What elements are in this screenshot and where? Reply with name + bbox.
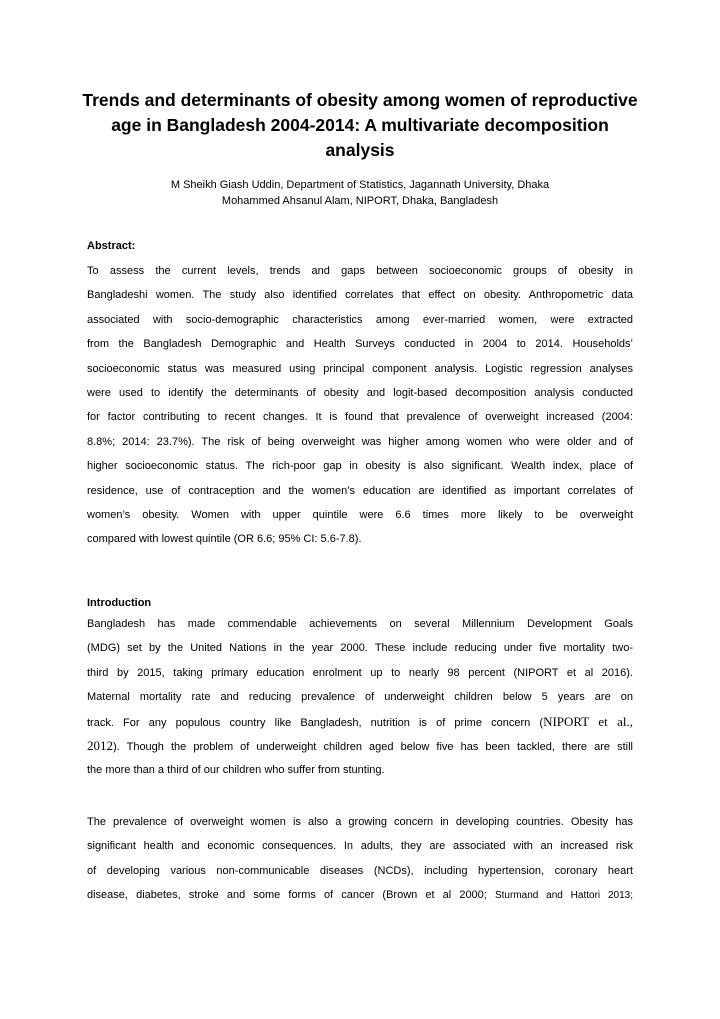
abstract-line: 8.8%; 2014: 23.7%). The risk of being overweight was higher among women who were older and of [87, 435, 633, 448]
intro-paragraph-2 [87, 810, 633, 908]
para2-line: of developing various non-communicable diseases (NCDs), including hypertension, coronary heart [87, 864, 633, 877]
abstract-line: residence, use of contraception and the women’s education are identified as important correlates of [87, 484, 633, 497]
abstract-line: from the Bangladesh Demographic and Health Surveys conducted in 2004 to 2014. Households’ [87, 338, 633, 351]
abstract-line: Bangladeshi women. The study also identified correlates that effect on obesity. Anthropometric data [87, 289, 633, 302]
author-line-1: M Sheikh Giash Uddin, Department of Statistics, Jagannath University, Dhaka [170, 179, 550, 191]
para2-citation: Sturmand and Hattori 2013; [494, 890, 633, 902]
para2-line-text: disease, diabetes, stroke and some forms of cancer (Brown et al 2000; [87, 889, 495, 902]
abstract-line: were used to identify the determinants of obesity and logit-based decomposition analysis conducted [87, 386, 633, 399]
intro-line [87, 710, 633, 734]
intro-line: Bangladesh has made commendable achievements on several Millennium Development Goals [87, 618, 633, 630]
abstract-line: compared with lowest quintile (OR 6.6; 95% CI: 5.6-7.8). [87, 533, 362, 546]
intro-line [87, 734, 633, 758]
introduction-heading: Introduction [87, 597, 152, 609]
abstract-heading: Abstract: [87, 240, 136, 252]
introduction-body [87, 612, 633, 783]
intro-citation: NIPORT et al., [543, 713, 633, 729]
intro-line-text: ). Though the problem of underweight children aged below five has been tackled, there are still [113, 740, 633, 753]
abstract-line: To assess the current levels, trends and gaps between socioeconomic groups of obesity in [87, 265, 633, 277]
intro-citation-year: 2012 [87, 737, 113, 753]
intro-line: the more than a third of our children who suffer from stunting. [87, 764, 385, 777]
intro-line: (MDG) set by the United Nations in the year 2000. These include reducing under five mortality two- [87, 642, 633, 655]
intro-line: third by 2015, taking primary education enrolment up to nearly 98 percent (NIPORT et al 2016). [87, 666, 633, 679]
author-block [60, 177, 660, 209]
para2-line: The prevalence of overweight women is also a growing concern in developing countries. Obesity has [87, 816, 633, 828]
para2-line: significant health and economic consequences. In adults, they are associated with an increased risk [87, 840, 633, 853]
paper-title: Trends and determinants of obesity among women of reproductive age in Bangladesh 2004-2014: A multivariate decomposition analysis [82, 90, 638, 160]
author-line-2: Mohammed Ahsanul Alam, NIPORT, Dhaka, Bangladesh [221, 195, 499, 207]
abstract-body [87, 259, 633, 552]
abstract-line: higher socioeconomic status. The rich-poor gap in obesity is also significant. Wealth index, place of [87, 460, 633, 473]
abstract-line: for factor contributing to recent changes. It is found that prevalence of overweight increased (2004: [87, 411, 633, 424]
abstract-line: women’s obesity. Women with upper quintile were 6.6 times more likely to be overweight [87, 508, 633, 521]
intro-line: Maternal mortality rate and reducing prevalence of underweight children below 5 years are on [87, 691, 633, 704]
para2-line [87, 883, 633, 907]
abstract-line: associated with socio-demographic characteristics among ever-married women, were extracted [87, 313, 633, 326]
abstract-line: socioeconomic status was measured using principal component analysis. Logistic regression analyses [87, 362, 633, 375]
intro-line-text: track. For any populous country like Bangladesh, nutrition is of prime concern ( [87, 716, 544, 729]
